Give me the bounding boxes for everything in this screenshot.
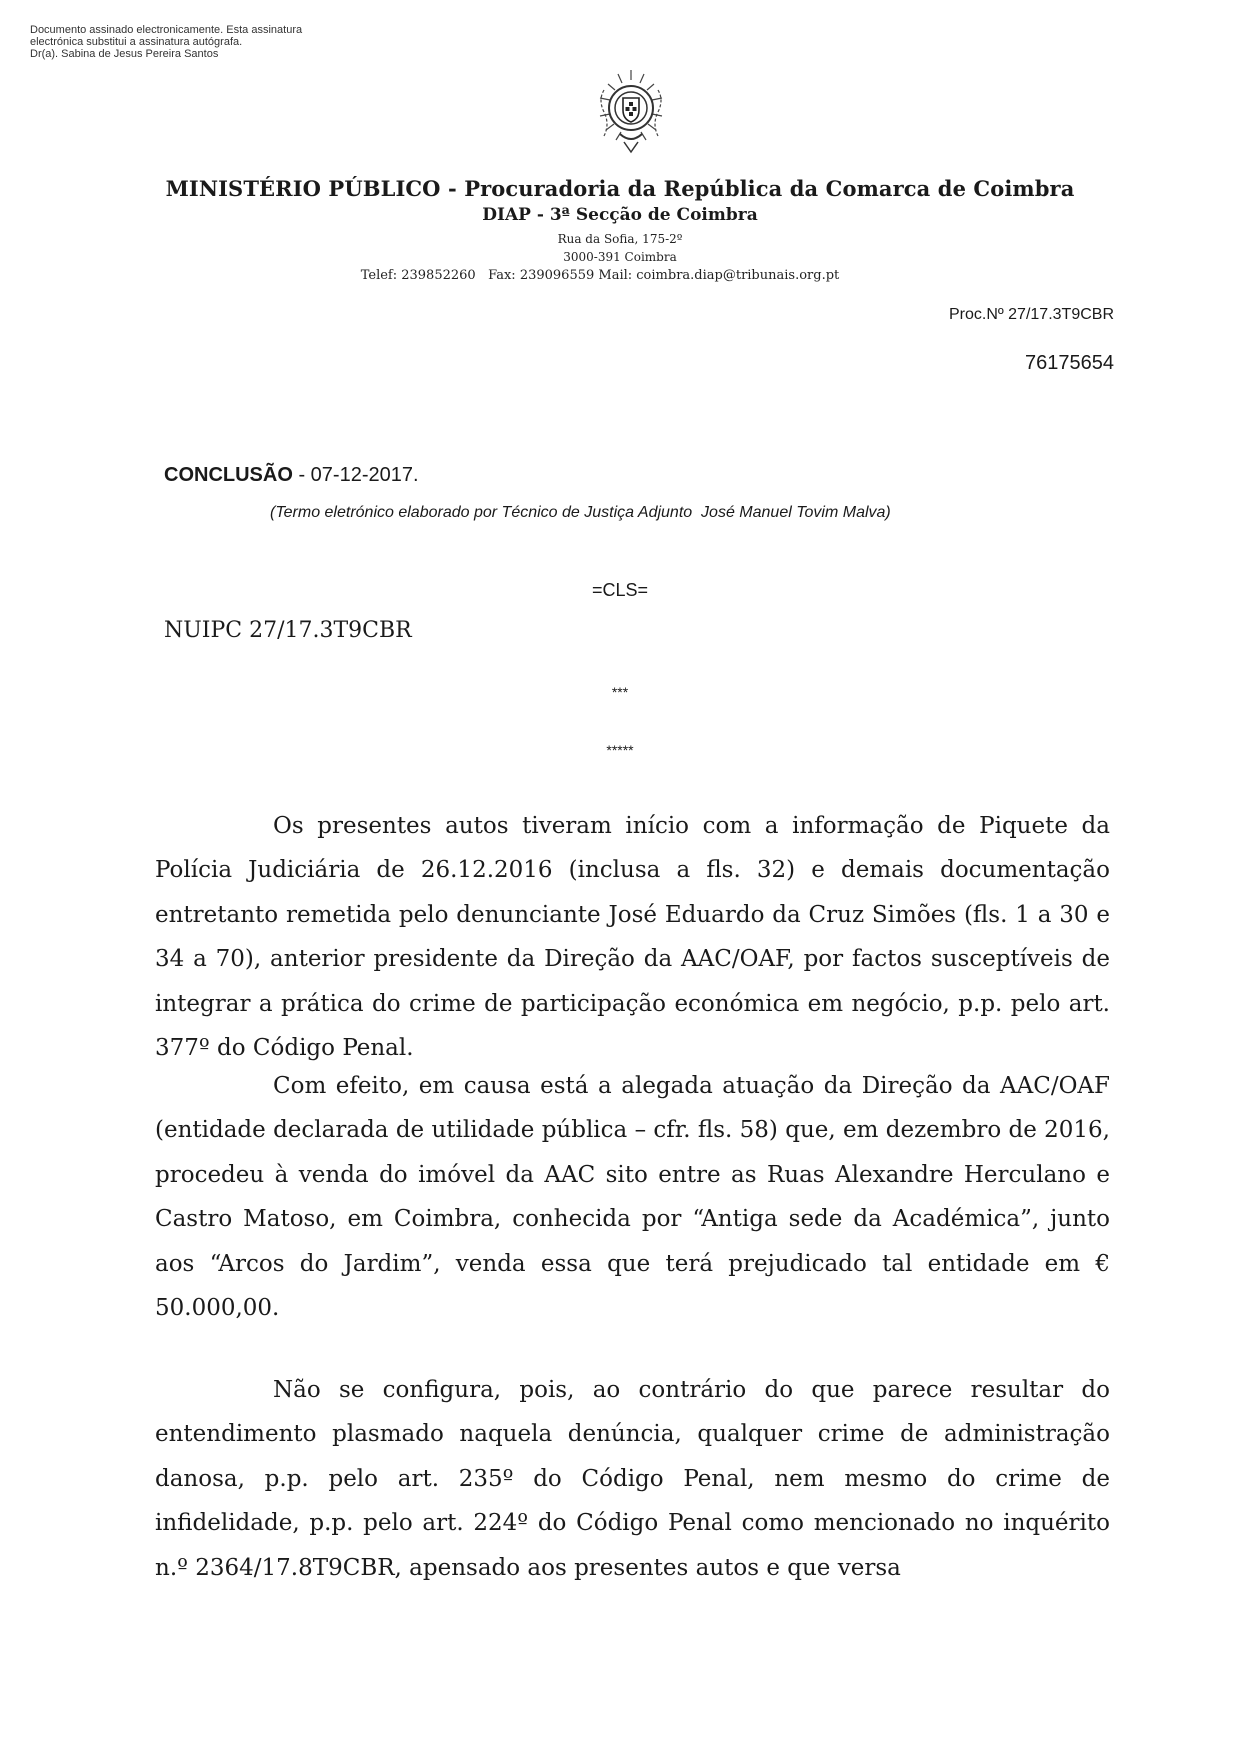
nuipc-reference: NUIPC 27/17.3T9CBR bbox=[164, 618, 412, 643]
stamp-line-2: electrónica substitui a assinatura autógrafa. bbox=[30, 36, 243, 48]
conclusion-label: CONCLUSÃO bbox=[164, 464, 293, 486]
document-number: 76175654 bbox=[1025, 352, 1114, 374]
address-street: Rua da Sofia, 175-2º bbox=[557, 232, 683, 246]
body-paragraph-2: Com efeito, em causa está a alegada atuação da Direção da AAC/OAF (entidade declarada de utilidade pública – cfr. fls. 58) que, em dezembro de 2016, procedeu à venda do imóvel da AAC sito entre as Ruas Alexandre Herculano e Castro Matoso, em Coimbra, conhecida por “Antiga sede da Académica”, junto aos “Arcos do Jardim”, venda essa que terá prejudicado tal entidade em € 50.000,00. bbox=[155, 1073, 1110, 1322]
conclusion-date: - 07-12-2017. bbox=[292, 464, 419, 486]
section-title: DIAP - 3ª Secção de Coimbra bbox=[482, 205, 758, 225]
stamp-line-1: Documento assinado electronicamente. Esta assinatura bbox=[30, 24, 303, 36]
stamp-line-3: Dr(a). Sabina de Jesus Pereira Santos bbox=[30, 48, 219, 60]
separator-stars: *** bbox=[611, 684, 629, 700]
signature-stamp bbox=[30, 24, 302, 60]
separator-stars: ***** bbox=[606, 742, 634, 758]
contact-line: Telef: 239852260 Fax: 239096559 Mail: coimbra.diap@tribunais.org.pt bbox=[360, 268, 840, 283]
electronic-term: (Termo eletrónico elaborado por Técnico de Justiça Adjunto José Manuel Tovim Malva) bbox=[270, 504, 891, 521]
body-paragraph-3: Não se configura, pois, ao contrário do que parece resultar do entendimento plasmado naquela denúncia, qualquer crime de administração danosa, p.p. pelo art. 235º do Código Penal, nem mesmo do crime de infidelidade, p.p. pelo art. 224º do Código Penal como mencionado no inquérito n.º 2364/17.8T9CBR, apensado aos presentes autos e que versa bbox=[155, 1377, 1110, 1581]
coat-of-arms-icon bbox=[590, 64, 672, 158]
institution-title: MINISTÉRIO PÚBLICO - Procuradoria da República da Comarca de Coimbra bbox=[165, 176, 1075, 201]
body-paragraph-1: Os presentes autos tiveram início com a informação de Piquete da Polícia Judiciária de 26.12.2016 (inclusa a fls. 32) e demais documentação entretanto remetida pelo denunciante José Eduardo da Cruz Simões (fls. 1 a 30 e 34 a 70), anterior presidente da Direção da AAC/OAF, por factos susceptíveis de integrar a prática do crime de participação económica em negócio, p.p. pelo art. 377º do Código Penal. bbox=[155, 813, 1110, 1062]
conclusion-line bbox=[164, 464, 419, 487]
cls-marker: =CLS= bbox=[591, 580, 649, 600]
address-postal: 3000-391 Coimbra bbox=[563, 250, 677, 264]
process-number: Proc.Nº 27/17.3T9CBR bbox=[948, 306, 1114, 323]
